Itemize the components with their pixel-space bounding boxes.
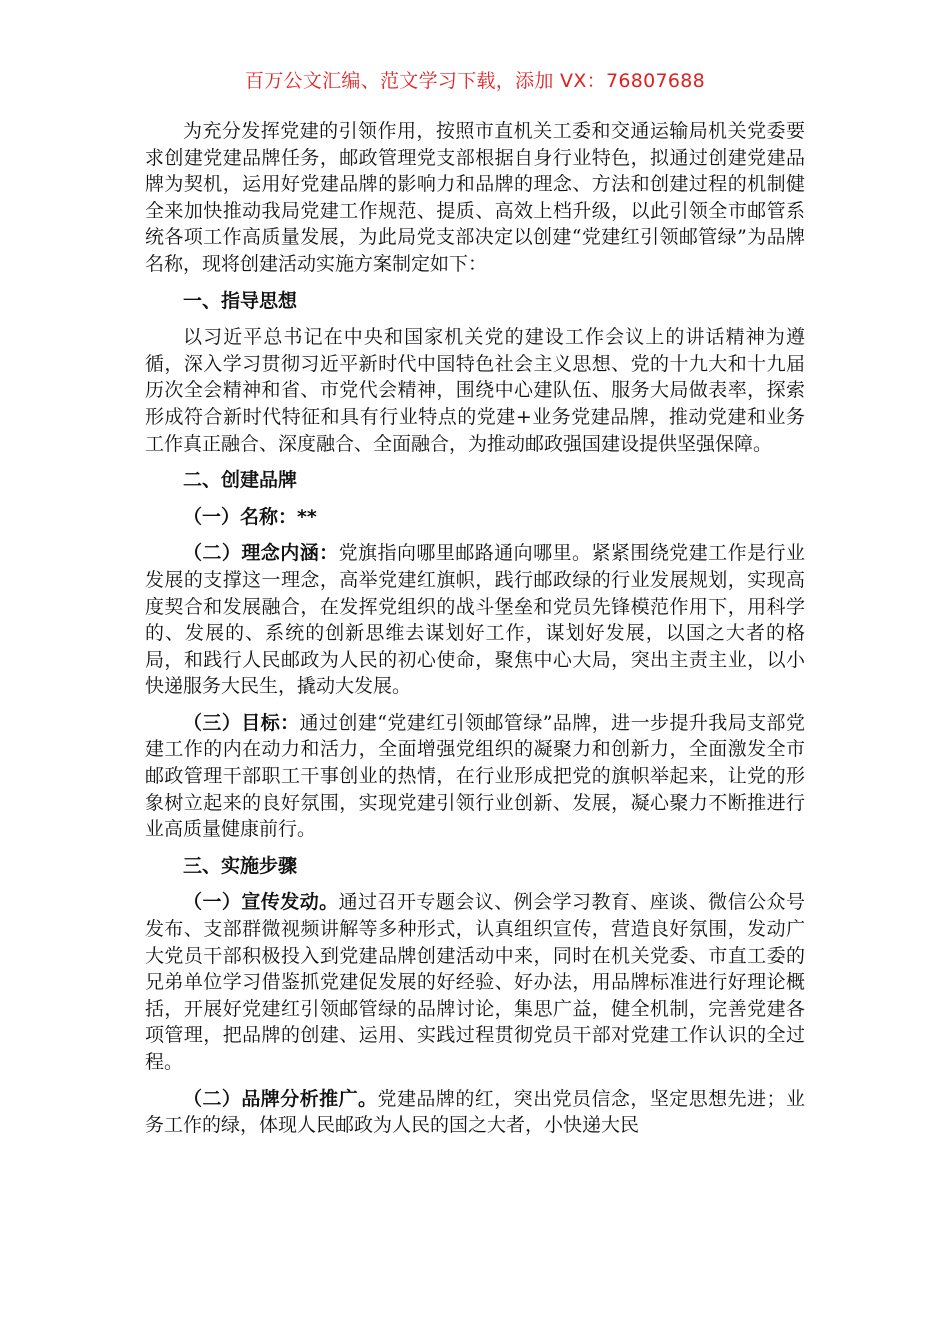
brand-concept-lead: （二）理念内涵：: [183, 542, 339, 565]
download-banner: 百万公文汇编、范文学习下载，添加 VX：76807688: [244, 70, 706, 92]
step-publicity-body: 通过召开专题会议、例会学习教育、座谈、微信公众号发布、支部群微视频讲解等多种形式，认真组织宣传，营造良好氛围，发动广大党员干部积极投入到党建品牌创建活动中来，同时在机关党委、市直工委的兄弟单位学习借鉴抓党建促发展的好经验、好办法，用品牌标准进行好理论概括，开展好党建红引领邮管绿的品牌讨论，集思广益，健全机制，完善党建各项管理，把品牌的创建、运用、实践过程贯彻党员干部对党建工作认识的全过程。: [145, 891, 805, 1073]
guiding-ideology-paragraph: 以习近平总书记在中央和国家机关党的建设工作会议上的讲话精神为遵循，深入学习贯彻习近平新时代中国特色社会主义思想、党的十九大和十九届历次全会精神和省、市党代会精神，围绕中心建队伍、服务大局做表率，探索形成符合新时代特征和具有行业特点的党建+业务党建品牌，推动党建和业务工作真正融合、深度融合、全面融合，为推动邮政强国建设提供坚强保障。: [145, 326, 805, 455]
step-brand-analysis-body: 党建品牌的红，突出党员信念，坚定思想先进；业务工作的绿，体现人民邮政为人民的国之大者，小快递大民: [145, 1087, 805, 1137]
brand-goal-lead: （三）目标：: [183, 711, 300, 734]
brand-goal-body: 通过创建“党建红引领邮管绿”品牌，进一步提升我局支部党建工作的内在动力和活力，全面增强党组织的凝聚力和创新力，全面激发全市邮政管理干部职工干事创业的热情，在行业形成把党的旗帜举起来，让党的形象树立起来的良好氛围，实现党建引领行业创新、发展，凝心聚力不断推进行业高质量健康前行。: [145, 711, 805, 841]
brand-goal-paragraph: [145, 710, 805, 843]
brand-concept-body: 党旗指向哪里邮路通向哪里。紧紧围绕党建工作是行业发展的支撑这一理念，高举党建红旗帜，践行邮政绿的行业发展规划，实现高度契合和发展融合，在发挥党组织的战斗堡垒和党员先锋模范作用下，用科学的、发展的、系统的创新思维去谋划好工作，谋划好发展，以国之大者的格局，和践行人民邮政为人民的初心使命，聚焦中心大局，突出主责主业，以小快递服务大民生，撬动大发展。: [145, 542, 805, 698]
brand-concept-paragraph: [145, 540, 805, 700]
section-heading-steps: 三、实施步骤: [183, 854, 298, 877]
document-body: [145, 118, 805, 1149]
section-heading-guiding-ideology: 一、指导思想: [183, 289, 298, 312]
step-publicity-lead: （一）宣传发动。: [183, 891, 339, 914]
brand-name-line: （一）名称：**: [183, 505, 317, 528]
intro-paragraph: 为充分发挥党建的引领作用，按照市直机关工委和交通运输局机关党委要求创建党建品牌任务，邮政管理党支部根据自身行业特色，拟通过创建党建品牌为契机，运用好党建品牌的影响力和品牌的理念、方法和创建过程的机制健全来加快推动我局党建工作规范、提质、高效上档升级，以此引领全市邮管系统各项工作高质量发展，为此局党支部决定以创建“党建红引领邮管绿”为品牌名称，现将创建活动实施方案制定如下：: [145, 120, 805, 275]
step-publicity-paragraph: [145, 889, 805, 1075]
step-brand-analysis-paragraph: [145, 1086, 805, 1139]
step-brand-analysis-lead: （二）品牌分析推广。: [183, 1087, 378, 1110]
section-heading-brand: 二、创建品牌: [183, 469, 298, 492]
